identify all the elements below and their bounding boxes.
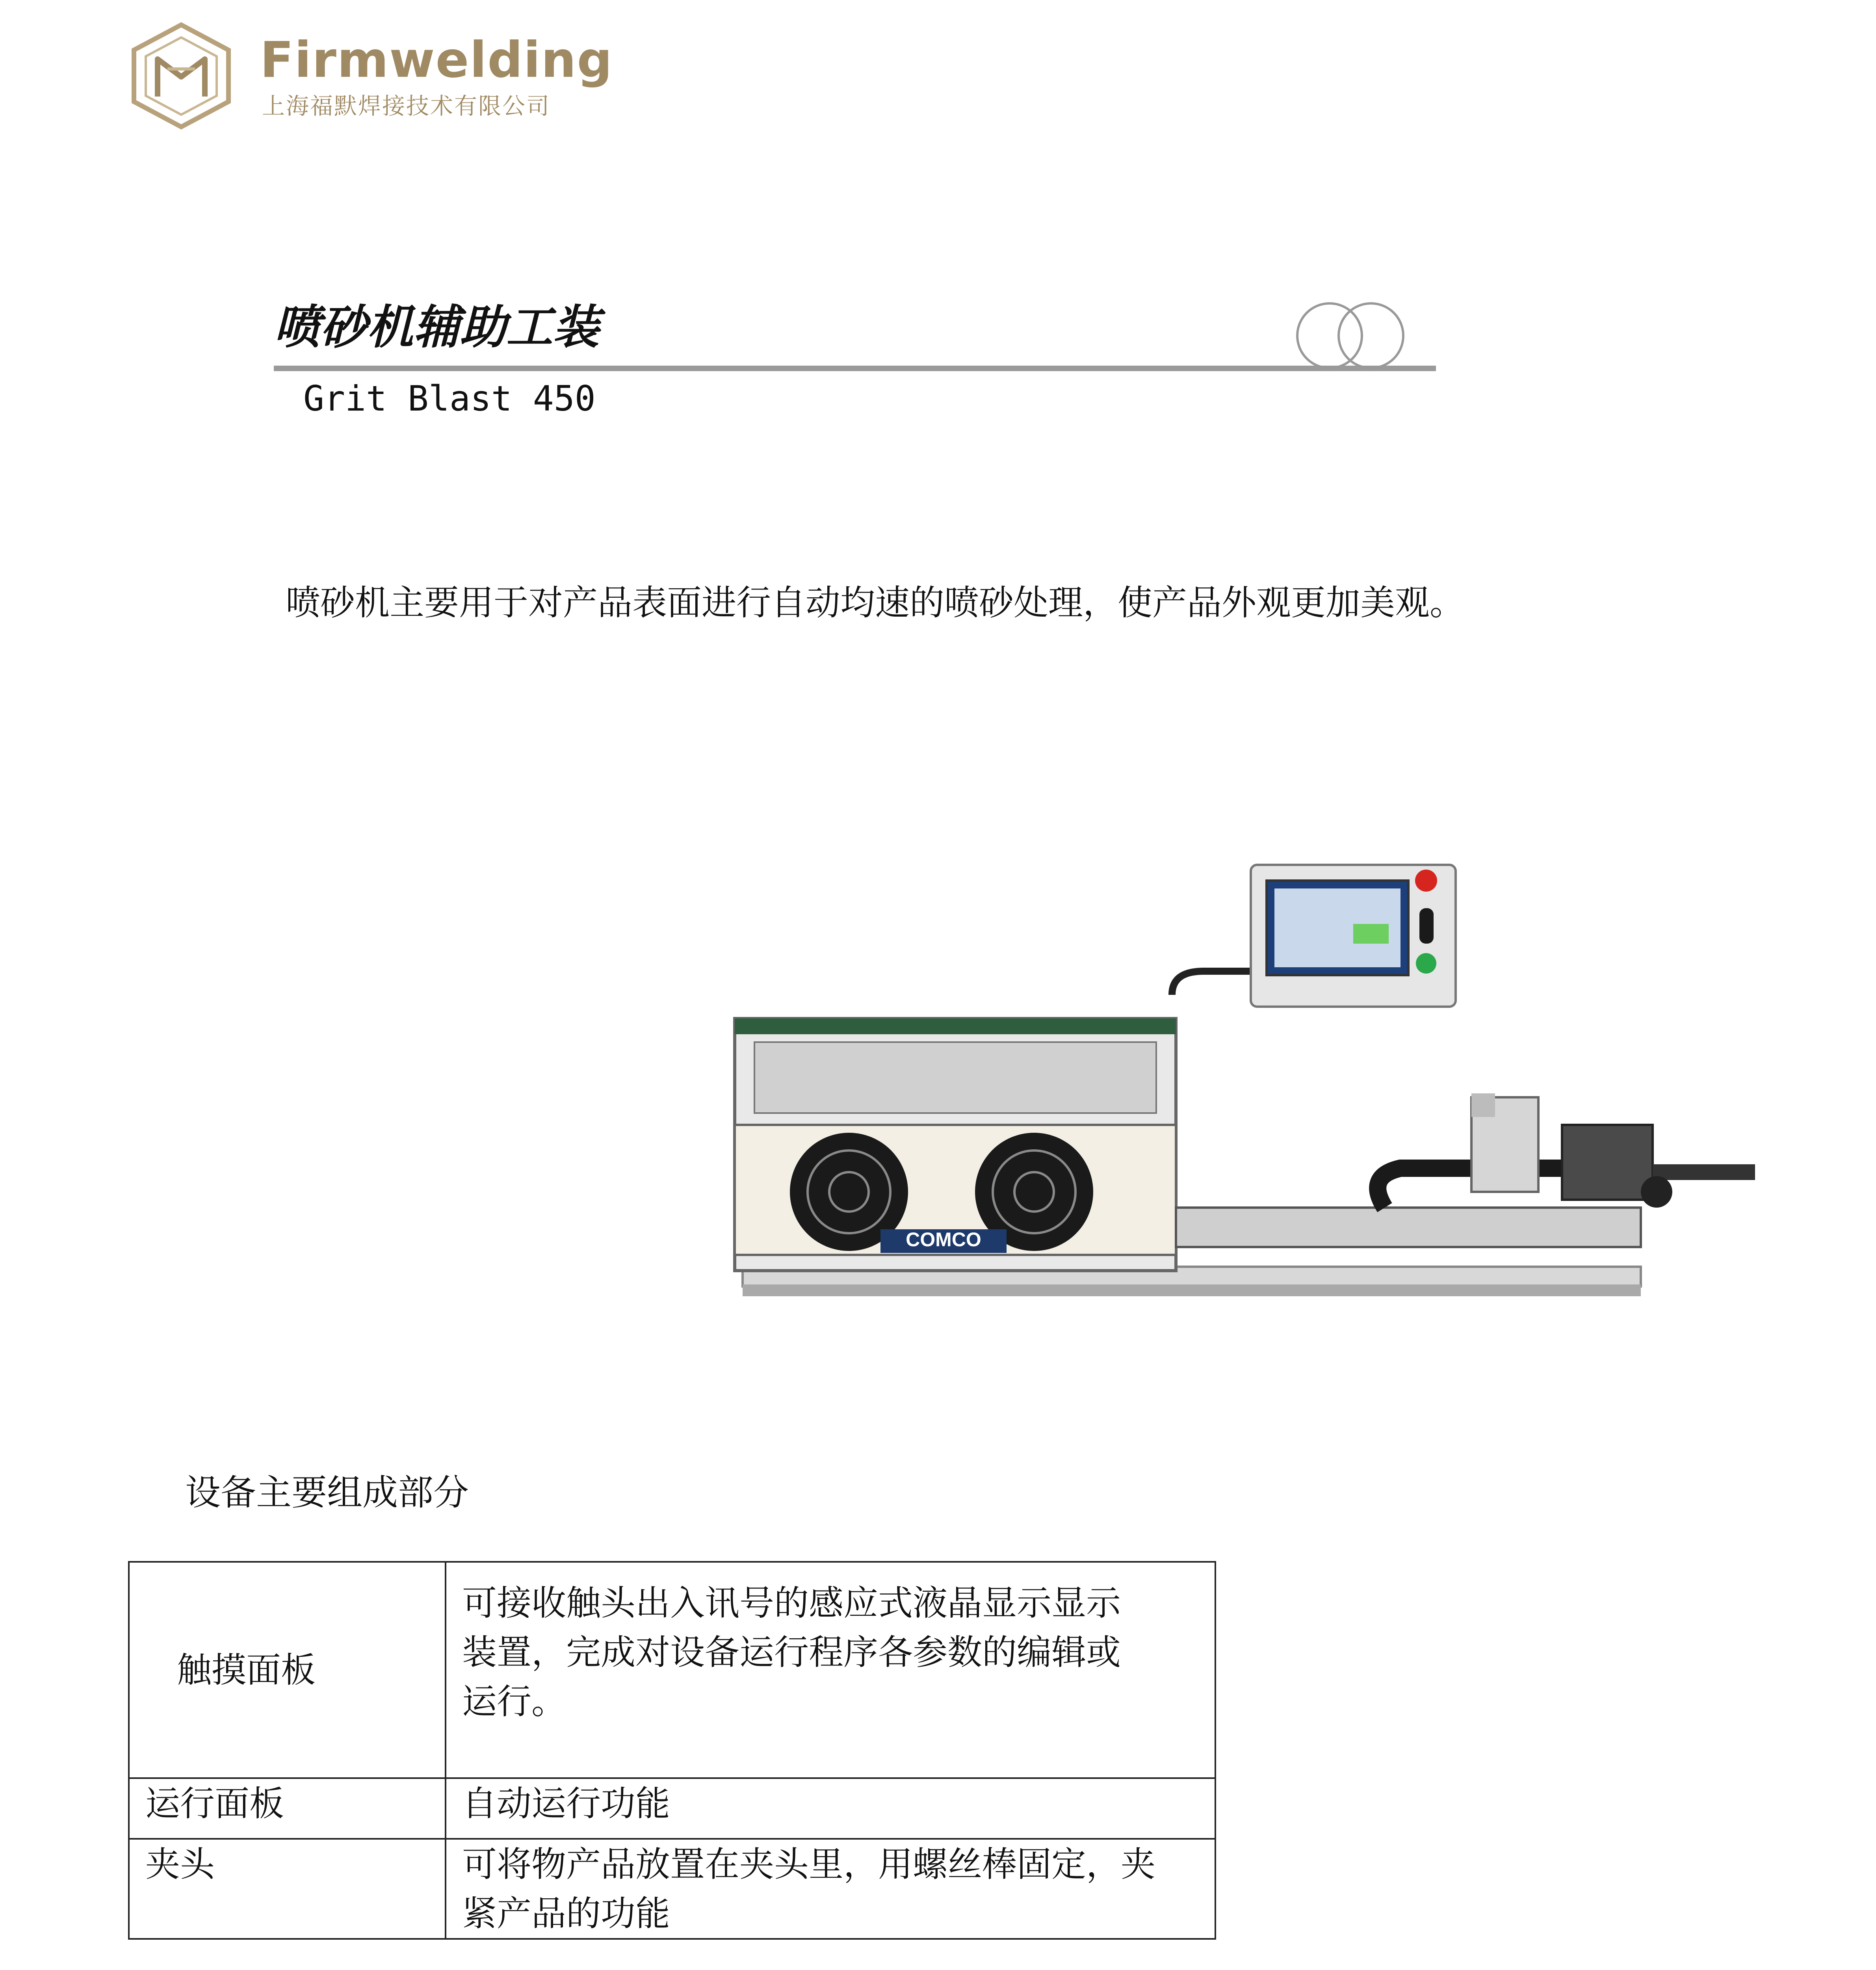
intro-paragraph: 喷砂机主要用于对产品表面进行自动均速的喷砂处理，使产品外观更加美观。: [286, 582, 1465, 623]
model-subtitle: Grit Blast 450: [303, 378, 596, 419]
components-table: [128, 1561, 1216, 1940]
title-underline: [274, 366, 1436, 371]
components-section-title: 设备主要组成部分: [185, 1472, 469, 1513]
component-description: 自动运行功能: [446, 1778, 1215, 1839]
page-title: 喷砂机辅助工装: [274, 300, 600, 354]
brand-name: Firmwelding: [260, 32, 613, 89]
company-logo: [130, 22, 232, 130]
component-description: 可将物产品放置在夹头里，用螺丝棒固定，夹 紧产品的功能: [446, 1839, 1215, 1939]
product-photo: [731, 853, 1771, 1320]
table-row: [129, 1839, 1215, 1939]
table-row: [129, 1562, 1215, 1778]
brand-subtitle: 上海福默焊接技术有限公司: [262, 93, 551, 119]
decorative-rings-icon: [1282, 299, 1416, 372]
machine-brand-label: COMCO: [906, 1228, 981, 1251]
component-name: 触摸面板: [129, 1562, 446, 1778]
component-description: 可接收触头出入讯号的感应式液晶显示显示 装置，完成对设备运行程序各参数的编辑或 运行。: [446, 1562, 1215, 1778]
component-name: 运行面板: [129, 1778, 446, 1839]
component-name: 夹头: [129, 1839, 446, 1939]
table-row: [129, 1778, 1215, 1839]
